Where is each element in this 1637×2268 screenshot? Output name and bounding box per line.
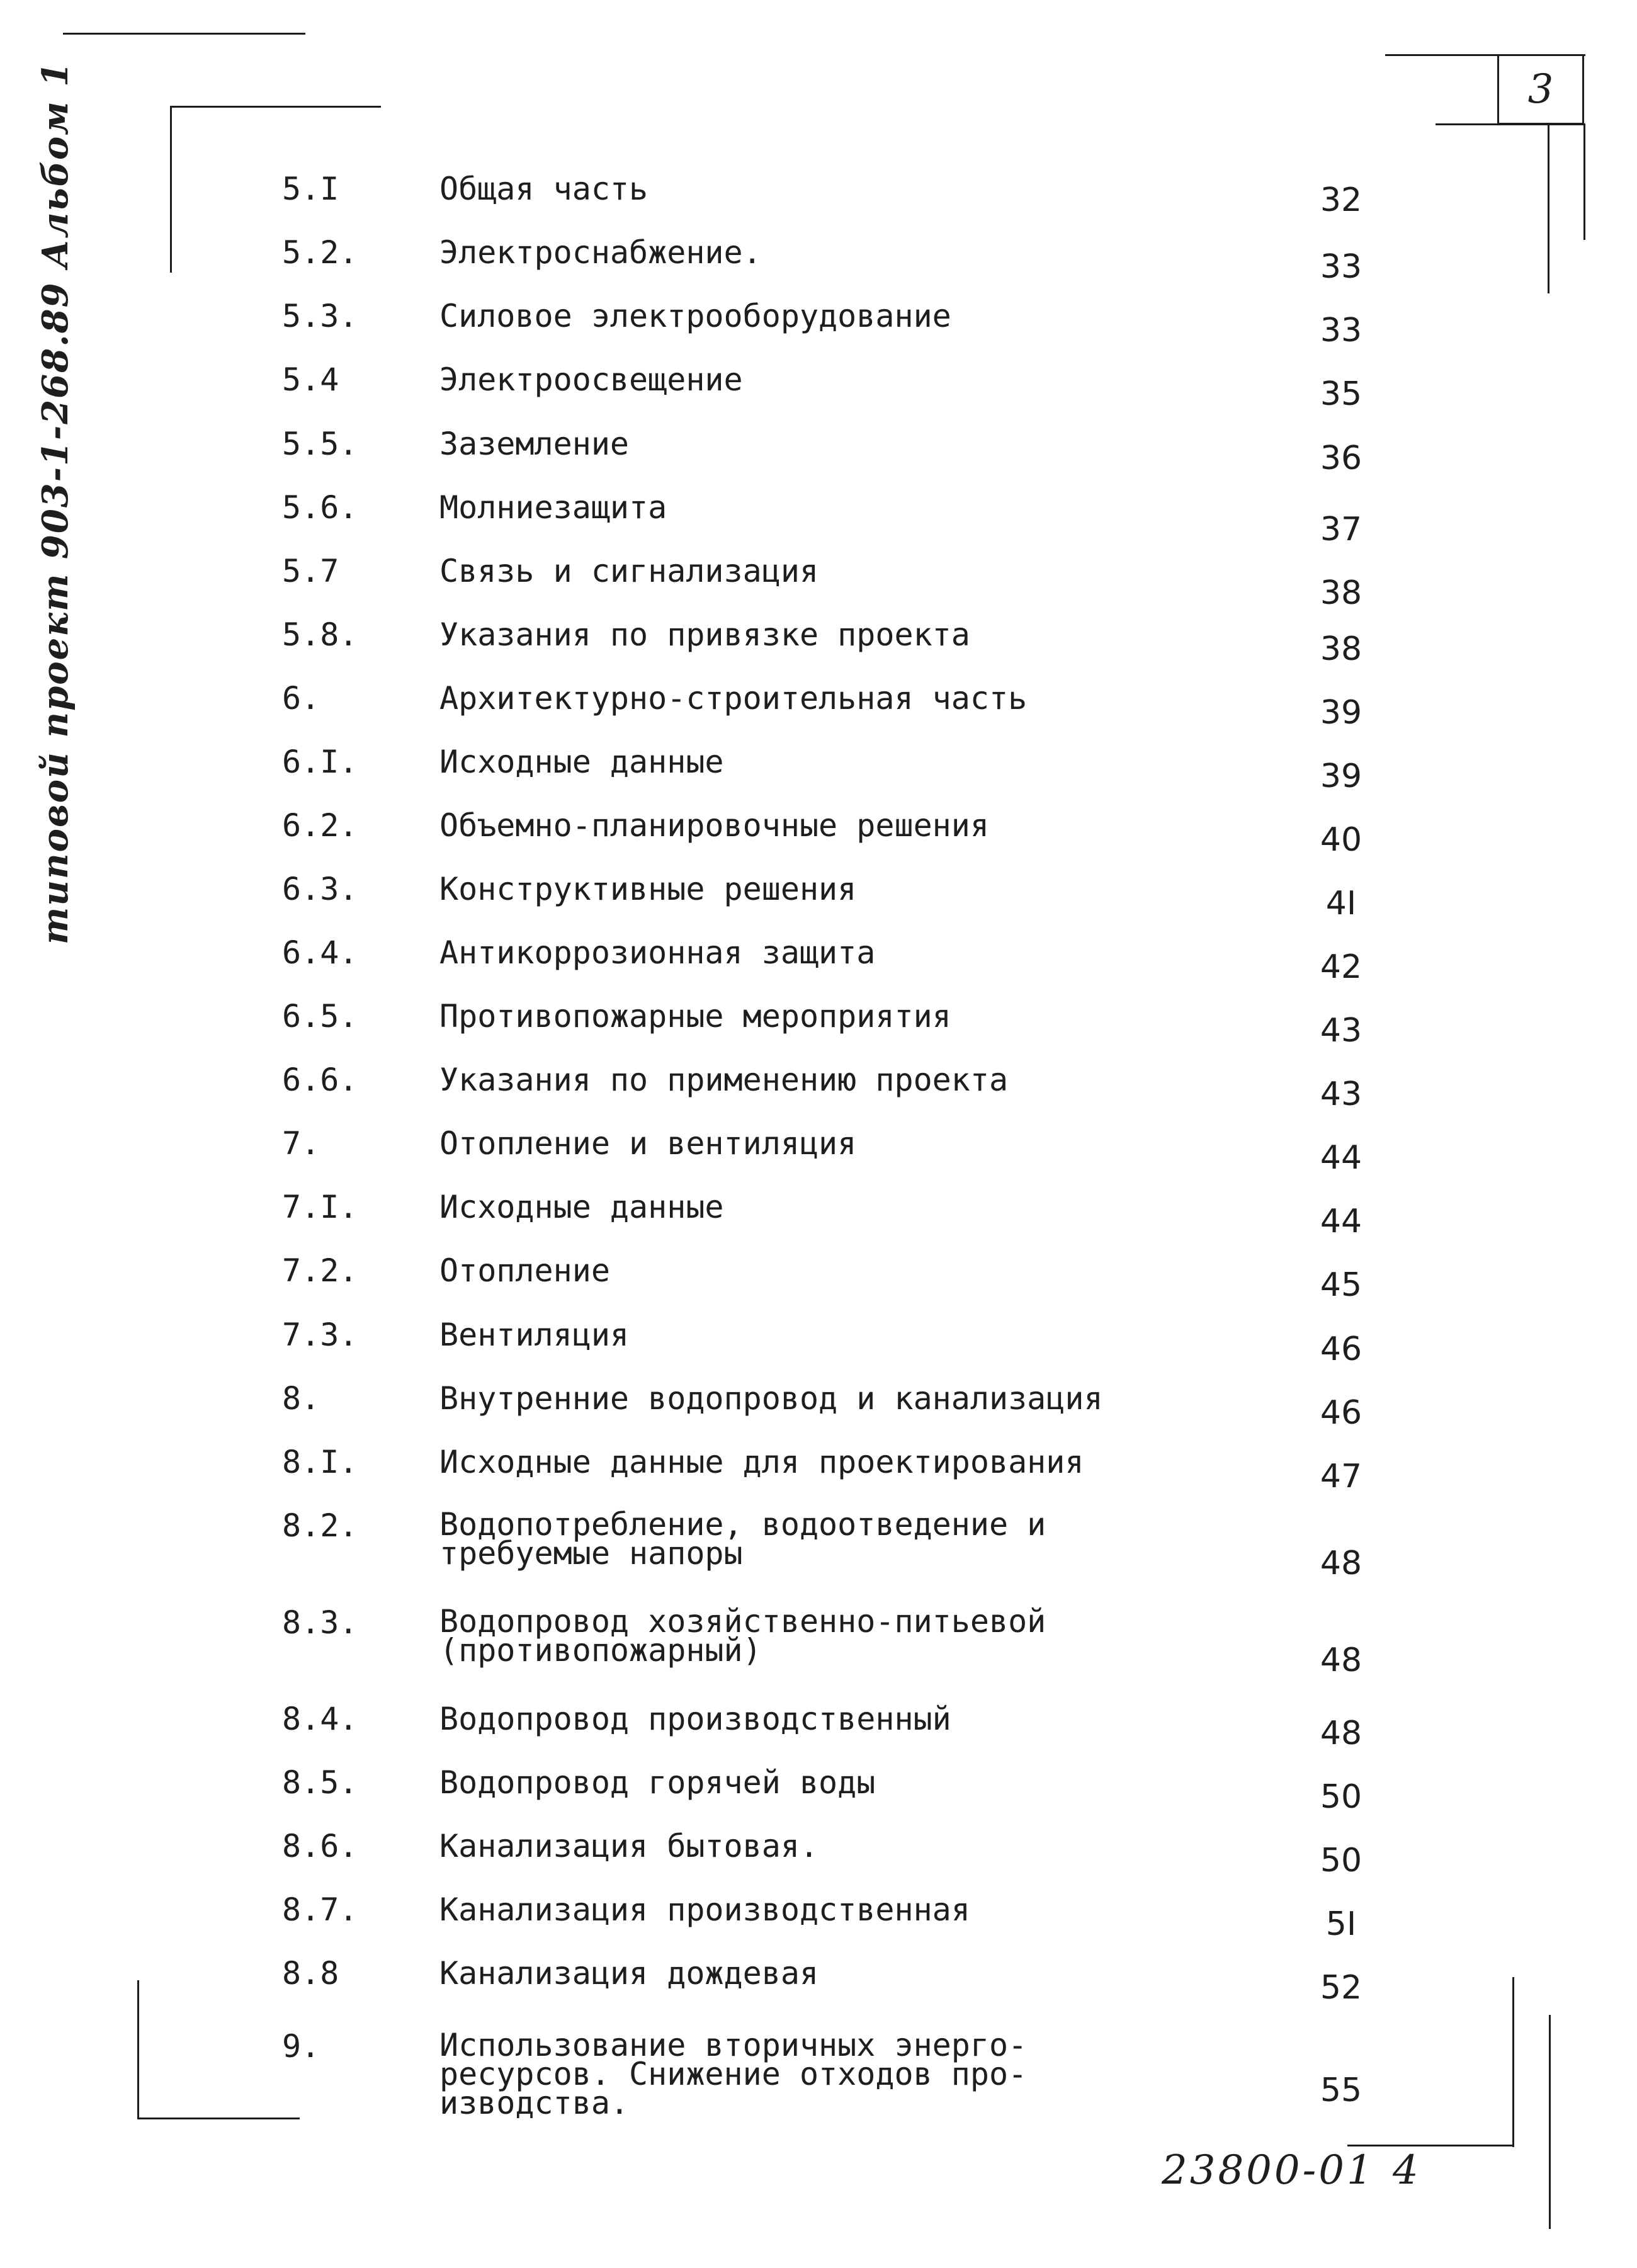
toc-section-title: Водопровод горячей воды — [439, 1764, 876, 1801]
toc-page-number: 36 — [1320, 439, 1362, 477]
toc-section-title: Архитектурно-строительная часть — [439, 680, 1028, 717]
toc-page-number: 42 — [1320, 948, 1362, 986]
toc-section-number: 5.7 — [282, 553, 339, 589]
toc-page-number: 52 — [1320, 1969, 1362, 2007]
toc-page-number: 38 — [1320, 630, 1362, 668]
toc-section-number: 6.I. — [282, 744, 358, 780]
toc-section-number: 5.8. — [282, 616, 358, 653]
toc-section-number: 8.I. — [282, 1444, 358, 1480]
toc-section-title: Исходные данные — [439, 744, 724, 780]
toc-section-number: 8.2. — [282, 1507, 358, 1544]
toc-section-number: 8.3. — [282, 1604, 358, 1641]
toc-page-number: 50 — [1320, 1842, 1362, 1880]
toc-page-number: 43 — [1320, 1012, 1362, 1050]
toc-page-number: 48 — [1320, 1545, 1362, 1582]
toc-page-number: 47 — [1320, 1458, 1362, 1495]
left-frame-top-vertical — [170, 106, 172, 273]
toc-section-title: Вентиляция — [439, 1317, 630, 1353]
toc-page-number: 48 — [1320, 1715, 1362, 1752]
bottom-left-vertical — [137, 1980, 139, 2119]
toc-section-title: Электроснабжение. — [439, 234, 762, 271]
toc-page-number: 40 — [1320, 821, 1362, 859]
toc-section-title: Исходные данные — [439, 1189, 724, 1225]
toc-page-number: 44 — [1320, 1203, 1362, 1240]
toc-section-title: Молниезащита — [439, 489, 667, 526]
left-frame-top-rule — [170, 106, 381, 108]
toc-section-title: Канализация производственная — [439, 1891, 970, 1928]
toc-section-number: 6.2. — [282, 807, 358, 844]
toc-section-number: 8.8 — [282, 1955, 339, 1992]
toc-section-title: Водопровод хозяйственно-питьевой (противопожарный) — [439, 1603, 1046, 1669]
toc-section-number: 8.7. — [282, 1891, 358, 1928]
toc-section-number: 6.3. — [282, 871, 358, 907]
toc-page-number: 32 — [1320, 181, 1362, 219]
toc-section-title: Указания по привязке проекта — [439, 616, 970, 653]
toc-section-title: Конструктивные решения — [439, 871, 857, 907]
toc-section-number: 7.2. — [282, 1252, 358, 1289]
toc-section-number: 9. — [282, 2028, 320, 2065]
toc-page-number: 39 — [1320, 694, 1362, 732]
toc-page-number: 55 — [1320, 2072, 1362, 2109]
document-code: 23800-01 — [1162, 2147, 1375, 2194]
toc-page-number: 46 — [1320, 1330, 1362, 1368]
toc-page-number: 33 — [1320, 312, 1362, 349]
bottom-left-rule — [137, 2118, 300, 2119]
toc-section-title: Противопожарные мероприятия — [439, 998, 951, 1035]
toc-section-title: Электроосвещение — [439, 361, 743, 398]
document-sheet-number: 4 — [1393, 2147, 1419, 2194]
toc-page-number: 38 — [1320, 574, 1362, 612]
toc-section-title: Водопровод производственный — [439, 1701, 951, 1737]
toc-section-number: 6.5. — [282, 998, 358, 1035]
side-title: типовой проект 903-1-268.89 Альбом 1 — [35, 60, 76, 944]
toc-section-title: Канализация бытовая. — [439, 1828, 819, 1864]
toc-section-number: 5.I — [282, 171, 339, 207]
bottom-right-vertical — [1512, 1977, 1514, 2147]
toc-page-number: 33 — [1320, 248, 1362, 286]
toc-page-number: 39 — [1320, 757, 1362, 795]
toc-section-title: Исходные данные для проектирования — [439, 1444, 1084, 1480]
toc-section-title: Отопление и вентиляция — [439, 1125, 857, 1162]
toc-section-title: Водопотребление, водоотведение и требуемые напоры — [439, 1506, 1046, 1572]
toc-section-title: Указания по применению проекта — [439, 1062, 1009, 1098]
toc-section-number: 5.6. — [282, 489, 358, 526]
toc-page-number: 48 — [1320, 1641, 1362, 1679]
toc-page-number: 46 — [1320, 1394, 1362, 1432]
toc-section-number: 5.3. — [282, 298, 358, 334]
toc-section-number: 8.6. — [282, 1828, 358, 1864]
toc-page-number: 35 — [1320, 375, 1362, 413]
toc-section-title: Объемно-планировочные решения — [439, 807, 989, 844]
toc-page-number: 44 — [1320, 1139, 1362, 1177]
toc-section-title: Заземление — [439, 426, 630, 462]
top-left-rule — [63, 33, 305, 35]
toc-section-title: Связь и сигнализация — [439, 553, 819, 589]
toc-section-title: Силовое электрооборудование — [439, 298, 951, 334]
toc-section-title: Антикоррозионная защита — [439, 934, 876, 971]
toc-section-number: 7.I. — [282, 1189, 358, 1225]
toc-section-number: 7. — [282, 1125, 320, 1162]
toc-page-number: 37 — [1320, 511, 1362, 548]
toc-section-number: 8.5. — [282, 1764, 358, 1801]
toc-section-title: Канализация дождевая — [439, 1955, 819, 1992]
toc-section-title: Использование вторичных энерго- ресурсов. Снижение отходов про- изводства. — [439, 2027, 1028, 2121]
bottom-right-vertical-2 — [1549, 2015, 1551, 2229]
bottom-right-rule — [1347, 2145, 1514, 2146]
toc-section-number: 6.4. — [282, 934, 358, 971]
toc-section-title: Отопление — [439, 1252, 610, 1289]
toc-section-number: 7.3. — [282, 1317, 358, 1353]
toc-section-title: Внутренние водопровод и канализация — [439, 1380, 1103, 1417]
toc-section-number: 5.2. — [282, 234, 358, 271]
right-frame-vertical-2 — [1583, 123, 1585, 240]
toc-section-number: 5.4 — [282, 361, 339, 398]
toc-page-number: 43 — [1320, 1075, 1362, 1113]
toc-page-number: 5I — [1325, 1905, 1357, 1943]
toc-section-number: 6. — [282, 680, 320, 717]
page-number: 3 — [1497, 54, 1584, 125]
toc-page-number: 4I — [1325, 885, 1357, 922]
toc-section-title: Общая часть — [439, 171, 649, 207]
toc-page-number: 50 — [1320, 1778, 1362, 1816]
toc-section-number: 8. — [282, 1380, 320, 1417]
toc-section-number: 5.5. — [282, 426, 358, 462]
right-frame-vertical — [1548, 123, 1549, 293]
toc-section-number: 8.4. — [282, 1701, 358, 1737]
toc-section-number: 6.6. — [282, 1062, 358, 1098]
toc-page-number: 45 — [1320, 1266, 1362, 1304]
